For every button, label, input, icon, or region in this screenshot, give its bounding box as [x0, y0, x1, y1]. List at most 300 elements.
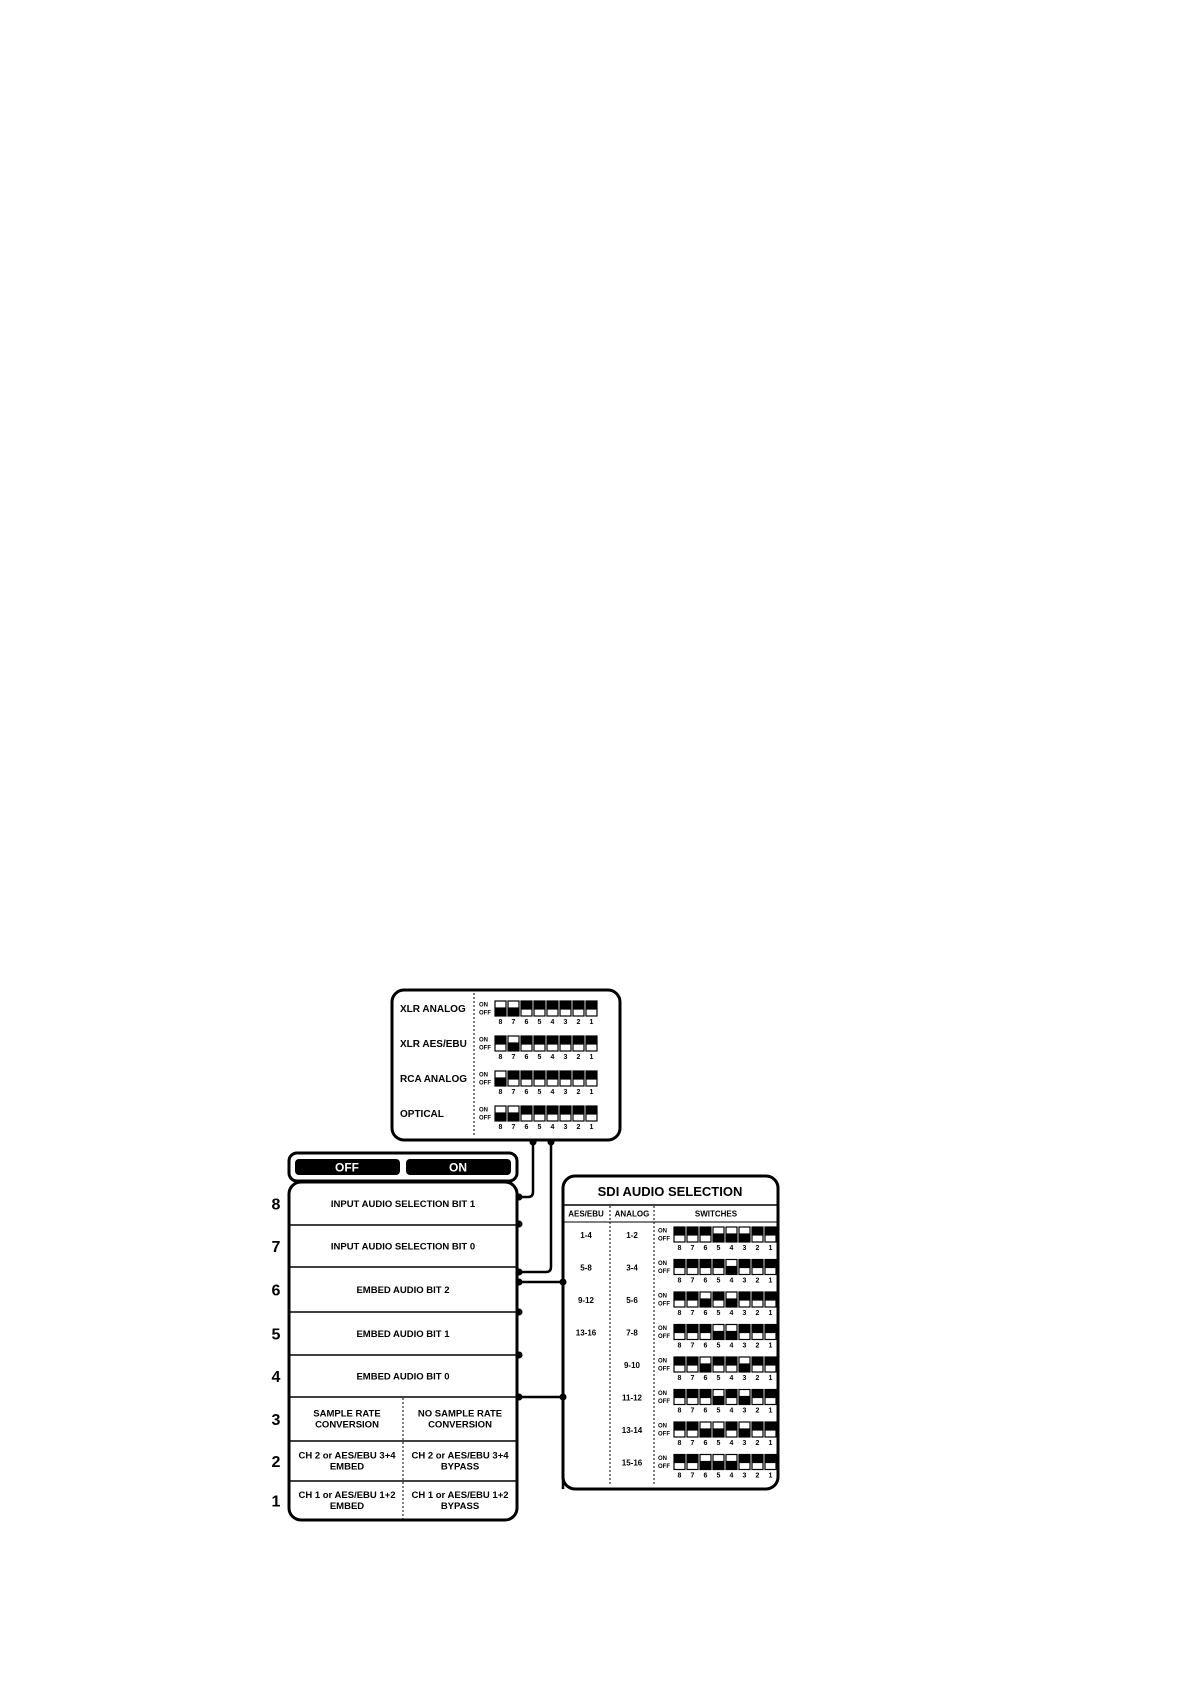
dip-off-cell [674, 1430, 685, 1437]
analog-channels: 7-8 [626, 1328, 638, 1338]
dip-digit: 3 [563, 1054, 568, 1061]
dip-off-cell [713, 1300, 724, 1307]
dip-on-cell [521, 1071, 532, 1078]
analog-header: ANALOG [614, 1209, 650, 1219]
dip-on-cell [713, 1227, 724, 1234]
dip-digit: 1 [768, 1342, 773, 1350]
dip-digit: 2 [755, 1472, 760, 1480]
on-label: ON [658, 1391, 667, 1397]
dip-on-cell [521, 1001, 532, 1008]
dip-off-cell [687, 1430, 698, 1437]
dip-on-cell [752, 1455, 763, 1462]
analog-channels: 3-4 [626, 1263, 638, 1273]
dip-on-cell [739, 1292, 750, 1299]
dip-digit: 6 [703, 1472, 708, 1480]
dip-digit: 3 [742, 1407, 747, 1415]
dip-on-cell [674, 1227, 685, 1234]
dip-off-cell [687, 1463, 698, 1470]
dip-digit: 3 [563, 1089, 568, 1096]
dip-digit: 2 [755, 1375, 760, 1382]
dip-on-cell [739, 1390, 750, 1397]
dip-digit: 5 [716, 1472, 721, 1480]
dip-off-cell [713, 1365, 724, 1372]
dip-off-cell [547, 1044, 558, 1051]
dip-digit: 4 [729, 1245, 734, 1252]
dip-on-cell [560, 1001, 571, 1008]
dip-on-cell [573, 1036, 584, 1043]
dip-on-cell [573, 1001, 584, 1008]
dip-off-cell [700, 1365, 711, 1372]
dip-digit: 6 [703, 1342, 708, 1350]
dip-digit: 8 [498, 1124, 503, 1131]
dip-digit: 1 [768, 1407, 773, 1415]
dip-off-cell [765, 1235, 776, 1242]
dip-digit: 1 [768, 1440, 773, 1447]
dip-digit: 7 [690, 1407, 695, 1415]
switch-function-panel [272, 1153, 517, 1520]
dip-on-cell [534, 1001, 545, 1008]
dip-on-cell [674, 1390, 685, 1397]
dip-off-cell [586, 1079, 597, 1086]
switch-function-label: EMBED AUDIO BIT 1 [356, 1329, 450, 1340]
dip-digit: 4 [550, 1089, 555, 1096]
switch-function-label: INPUT AUDIO SELECTION BIT 1 [330, 1199, 476, 1210]
on-label: ON [658, 1456, 667, 1462]
dip-digit: 3 [742, 1375, 747, 1382]
dip-off-cell [739, 1333, 750, 1340]
dip-off-cell [752, 1365, 763, 1372]
dip-on-cell [534, 1106, 545, 1113]
dip-digit: 2 [576, 1089, 581, 1096]
aes-ebu-channels: 5-8 [580, 1263, 592, 1273]
switch-number: 1 [271, 1493, 281, 1511]
dip-on-cell [765, 1422, 776, 1429]
on-label: ON [479, 1107, 488, 1114]
dip-on-cell [674, 1422, 685, 1429]
dip-off-cell [752, 1463, 763, 1470]
dip-off-cell [726, 1463, 737, 1470]
dip-off-cell [687, 1365, 698, 1372]
dip-on-cell [687, 1325, 698, 1332]
dip-off-cell [752, 1333, 763, 1340]
dip-on-cell [752, 1357, 763, 1364]
dip-on-cell [726, 1390, 737, 1397]
on-label: ON [658, 1358, 667, 1365]
switch-number: 8 [271, 1196, 281, 1214]
dip-digit: 8 [677, 1375, 682, 1382]
dip-off-cell [674, 1268, 685, 1275]
dip-on-cell [700, 1260, 711, 1267]
dip-digit: 1 [768, 1472, 773, 1480]
dip-on-cell [700, 1292, 711, 1299]
dip-digit: 7 [690, 1277, 695, 1285]
off-label: OFF [658, 1399, 670, 1405]
dip-off-cell [674, 1463, 685, 1470]
off-function-label: CH 1 or AES/EBU 1+2 EMBED [298, 1490, 396, 1512]
dip-on-cell [674, 1455, 685, 1462]
dip-off-cell [752, 1268, 763, 1275]
dip-off-cell [687, 1235, 698, 1242]
dip-digit: 6 [524, 1019, 529, 1026]
dip-digit: 4 [729, 1375, 734, 1382]
aes-ebu-channels: 9-12 [577, 1296, 595, 1305]
dip-on-cell [726, 1292, 737, 1299]
off-label: OFF [658, 1431, 670, 1438]
dip-off-cell [521, 1114, 532, 1121]
dip-digit: 6 [524, 1089, 529, 1096]
dip-off-cell [739, 1398, 750, 1405]
analog-channels: 11-12 [621, 1393, 643, 1403]
dip-off-cell [765, 1398, 776, 1405]
dip-digit: 5 [537, 1124, 542, 1131]
off-label: OFF [658, 1301, 670, 1308]
dip-digit: 6 [703, 1407, 708, 1415]
dip-on-cell [765, 1260, 776, 1267]
input-selection-panel [392, 990, 620, 1140]
dip-digit: 4 [729, 1407, 734, 1415]
dip-on-cell [547, 1106, 558, 1113]
dip-digit: 8 [498, 1019, 503, 1026]
dip-off-cell [547, 1079, 558, 1086]
dip-digit: 6 [703, 1310, 708, 1317]
dip-off-cell [752, 1300, 763, 1307]
dip-digit: 8 [677, 1472, 682, 1480]
on-function-label: CH 2 or AES/EBU 3+4 BYPASS [411, 1450, 509, 1473]
dip-off-cell [765, 1300, 776, 1307]
switch-number: 6 [271, 1282, 281, 1300]
dip-on-cell [739, 1325, 750, 1332]
dip-digit: 8 [498, 1054, 503, 1061]
dip-on-cell [700, 1455, 711, 1462]
dip-digit: 1 [589, 1054, 594, 1061]
dip-digit: 4 [550, 1124, 555, 1131]
dip-off-cell [739, 1300, 750, 1307]
dip-digit: 1 [768, 1245, 773, 1252]
dip-digit: 2 [755, 1245, 760, 1252]
dip-on-cell [586, 1071, 597, 1078]
dip-on-cell [713, 1325, 724, 1332]
dip-off-cell [560, 1009, 571, 1016]
dip-digit: 2 [755, 1277, 760, 1285]
dip-off-cell [726, 1300, 737, 1307]
dip-digit: 7 [690, 1472, 695, 1480]
off-function-label: SAMPLE RATE CONVERSION [313, 1408, 381, 1431]
dip-on-cell [586, 1036, 597, 1043]
dip-digit: 4 [729, 1342, 734, 1350]
dip-off-cell [700, 1398, 711, 1405]
dip-off-cell [687, 1398, 698, 1405]
dip-off-cell [752, 1398, 763, 1405]
dip-on-cell [700, 1227, 711, 1234]
dip-off-cell [687, 1300, 698, 1307]
dip-on-cell [687, 1292, 698, 1299]
switch-number: 4 [271, 1369, 281, 1386]
on-label: ON [658, 1423, 667, 1430]
dip-off-cell [739, 1268, 750, 1275]
dip-off-cell [674, 1235, 685, 1242]
dip-on-cell [547, 1036, 558, 1043]
dip-digit: 3 [742, 1245, 747, 1252]
dip-digit: 7 [690, 1342, 695, 1350]
dip-on-cell [534, 1036, 545, 1043]
dip-digit: 5 [537, 1089, 542, 1096]
dip-digit: 5 [716, 1310, 721, 1317]
dip-on-cell [765, 1390, 776, 1397]
off-label: OFF [658, 1366, 670, 1373]
dip-off-cell [713, 1268, 724, 1275]
off-label: OFF [658, 1236, 670, 1243]
off-label: OFF [479, 1080, 491, 1087]
dip-on-cell [674, 1260, 685, 1267]
dip-on-cell [752, 1260, 763, 1267]
dip-off-cell [687, 1268, 698, 1275]
dip-digit: 5 [716, 1342, 721, 1350]
dip-digit: 4 [550, 1019, 555, 1026]
dip-on-cell [687, 1422, 698, 1429]
dip-on-cell [713, 1357, 724, 1364]
dip-off-cell [726, 1235, 737, 1242]
dip-on-cell [573, 1071, 584, 1078]
dip-off-cell [674, 1300, 685, 1307]
input-label: XLR AES/EBU [400, 1039, 467, 1050]
dip-off-cell [521, 1009, 532, 1016]
dip-off-cell [700, 1300, 711, 1307]
dip-digit: 1 [589, 1089, 594, 1096]
dip-digit: 6 [703, 1277, 708, 1285]
dip-off-cell [573, 1079, 584, 1086]
dip-off-cell [713, 1235, 724, 1242]
dip-off-cell [700, 1235, 711, 1242]
on-label: ON [479, 1072, 488, 1079]
switches-header: SWITCHES [694, 1209, 738, 1219]
dip-off-cell [508, 1114, 519, 1121]
dip-on-cell [508, 1106, 519, 1113]
dip-digit: 1 [589, 1124, 594, 1131]
dip-on-cell [508, 1036, 519, 1043]
dip-digit: 3 [563, 1124, 568, 1131]
dip-on-cell [726, 1357, 737, 1364]
off-label: OFF [479, 1115, 491, 1122]
dip-digit: 3 [563, 1019, 568, 1026]
dip-on-cell [586, 1001, 597, 1008]
dip-digit: 3 [742, 1440, 747, 1447]
dip-on-cell [508, 1071, 519, 1078]
dip-digit: 1 [589, 1019, 594, 1026]
dip-on-cell [752, 1422, 763, 1429]
dip-off-cell [739, 1365, 750, 1372]
dip-off-cell [700, 1430, 711, 1437]
dip-on-cell [765, 1227, 776, 1234]
dip-digit: 8 [677, 1245, 682, 1252]
off-label: OFF [658, 1269, 670, 1275]
dip-digit: 8 [677, 1440, 682, 1447]
dip-off-cell [726, 1398, 737, 1405]
aes-ebu-channels: 13-16 [575, 1328, 597, 1338]
dip-on-cell [752, 1292, 763, 1299]
dip-on-cell [713, 1292, 724, 1299]
dip-digit: 3 [742, 1310, 747, 1317]
dip-off-cell [700, 1333, 711, 1340]
dip-digit: 8 [677, 1310, 682, 1317]
dip-digit: 7 [690, 1310, 695, 1317]
dip-digit: 5 [716, 1440, 721, 1447]
switch-number: 5 [271, 1326, 281, 1344]
dip-off-cell [547, 1114, 558, 1121]
dip-on-cell [713, 1390, 724, 1397]
dip-digit: 2 [755, 1407, 760, 1415]
analog-channels: 9-10 [623, 1361, 641, 1370]
dip-digit: 1 [768, 1375, 773, 1382]
analog-channels: 5-6 [626, 1296, 638, 1305]
dip-digit: 7 [511, 1124, 516, 1131]
dip-on-cell [687, 1455, 698, 1462]
dip-on-cell [521, 1106, 532, 1113]
on-function-label: CH 1 or AES/EBU 1+2 BYPASS [411, 1490, 509, 1512]
on-label: ON [658, 1293, 667, 1300]
dip-off-cell [674, 1365, 685, 1372]
dip-off-cell [713, 1333, 724, 1340]
on-label: ON [658, 1326, 667, 1332]
dip-off-cell [573, 1009, 584, 1016]
dip-on-cell [495, 1036, 506, 1043]
dip-digit: 6 [703, 1440, 708, 1447]
dip-on-cell [687, 1260, 698, 1267]
dip-digit: 6 [703, 1245, 708, 1252]
dip-on-cell [560, 1071, 571, 1078]
off-tab: OFF [335, 1160, 359, 1175]
switch-function-label: EMBED AUDIO BIT 2 [356, 1285, 450, 1296]
dip-digit: 7 [690, 1375, 695, 1382]
dip-digit: 2 [576, 1054, 581, 1061]
dip-off-cell [713, 1398, 724, 1405]
on-tab: ON [449, 1160, 467, 1175]
dip-digit: 5 [537, 1054, 542, 1061]
off-label: OFF [658, 1334, 670, 1340]
dip-digit: 3 [742, 1277, 747, 1285]
off-label: OFF [479, 1010, 491, 1017]
dip-digit: 3 [742, 1342, 747, 1350]
dip-on-cell [547, 1001, 558, 1008]
dip-on-cell [700, 1390, 711, 1397]
dip-digit: 1 [768, 1310, 773, 1317]
dip-on-cell [752, 1227, 763, 1234]
dip-off-cell [495, 1044, 506, 1051]
dip-off-cell [534, 1114, 545, 1121]
dip-off-cell [726, 1365, 737, 1372]
dip-off-cell [713, 1463, 724, 1470]
dip-on-cell [726, 1325, 737, 1332]
dip-on-cell [739, 1422, 750, 1429]
dip-off-cell [521, 1044, 532, 1051]
dip-digit: 2 [755, 1342, 760, 1350]
off-label: OFF [658, 1464, 670, 1470]
dip-digit: 6 [524, 1124, 529, 1131]
dip-on-cell [713, 1422, 724, 1429]
dip-on-cell [560, 1106, 571, 1113]
dip-off-cell [547, 1009, 558, 1016]
dip-on-cell [687, 1227, 698, 1234]
dip-off-cell [508, 1079, 519, 1086]
dip-off-cell [752, 1430, 763, 1437]
dip-on-cell [726, 1422, 737, 1429]
dip-digit: 2 [755, 1440, 760, 1447]
dip-on-cell [508, 1001, 519, 1008]
dip-on-cell [700, 1357, 711, 1364]
aes-ebu-header: AES/EBU [568, 1209, 604, 1219]
sdi-audio-selection-panel [563, 1176, 778, 1489]
dip-on-cell [726, 1455, 737, 1462]
dip-on-cell [573, 1106, 584, 1113]
dip-on-cell [674, 1292, 685, 1299]
dip-digit: 2 [576, 1019, 581, 1026]
analog-channels: 13-14 [621, 1426, 643, 1435]
dip-off-cell [495, 1114, 506, 1121]
dip-off-cell [765, 1463, 776, 1470]
switch-function-label: INPUT AUDIO SELECTION BIT 0 [330, 1241, 476, 1253]
dip-off-cell [726, 1333, 737, 1340]
dip-off-cell [700, 1268, 711, 1275]
dip-on-cell [586, 1106, 597, 1113]
dip-off-cell [674, 1398, 685, 1405]
analog-channels: 1-2 [626, 1231, 638, 1240]
dip-off-cell [687, 1333, 698, 1340]
dip-off-cell [739, 1430, 750, 1437]
dip-off-cell [765, 1333, 776, 1340]
connector-dots [516, 1139, 567, 1401]
analog-channels: 15-16 [621, 1458, 643, 1468]
dip-on-cell [687, 1390, 698, 1397]
dip-digit: 4 [729, 1310, 734, 1317]
dip-on-cell [713, 1455, 724, 1462]
dip-off-cell [765, 1268, 776, 1275]
dip-on-cell [534, 1071, 545, 1078]
dip-on-cell [765, 1325, 776, 1332]
dip-on-cell [765, 1292, 776, 1299]
dip-off-cell [586, 1044, 597, 1051]
dip-digit: 7 [690, 1440, 695, 1447]
dip-digit: 5 [716, 1407, 721, 1415]
switch-function-label: EMBED AUDIO BIT 0 [356, 1371, 450, 1383]
dip-off-cell [739, 1463, 750, 1470]
dip-off-cell [739, 1235, 750, 1242]
dip-digit: 4 [729, 1277, 734, 1285]
dip-on-cell [739, 1455, 750, 1462]
dip-digit: 8 [677, 1277, 682, 1285]
dip-on-cell [547, 1071, 558, 1078]
on-label: ON [658, 1261, 667, 1267]
input-label: RCA ANALOG [400, 1074, 468, 1085]
dip-digit: 6 [524, 1054, 529, 1061]
dip-digit: 2 [576, 1124, 581, 1131]
dip-off-cell [521, 1079, 532, 1086]
dip-off-cell [765, 1365, 776, 1372]
dip-on-cell [687, 1357, 698, 1364]
dip-digit: 3 [742, 1472, 747, 1480]
aes-ebu-channels: 1-4 [580, 1231, 592, 1240]
dip-on-cell [726, 1227, 737, 1234]
input-label: OPTICAL [400, 1109, 444, 1120]
dip-off-cell [765, 1430, 776, 1437]
dip-digit: 8 [677, 1407, 682, 1415]
dip-on-cell [752, 1390, 763, 1397]
dip-on-cell [674, 1325, 685, 1332]
dip-on-cell [726, 1260, 737, 1267]
dip-on-cell [739, 1227, 750, 1234]
dip-off-cell [560, 1079, 571, 1086]
dip-off-cell [560, 1044, 571, 1051]
switch-number: 2 [271, 1454, 281, 1471]
dip-digit: 5 [716, 1375, 721, 1382]
